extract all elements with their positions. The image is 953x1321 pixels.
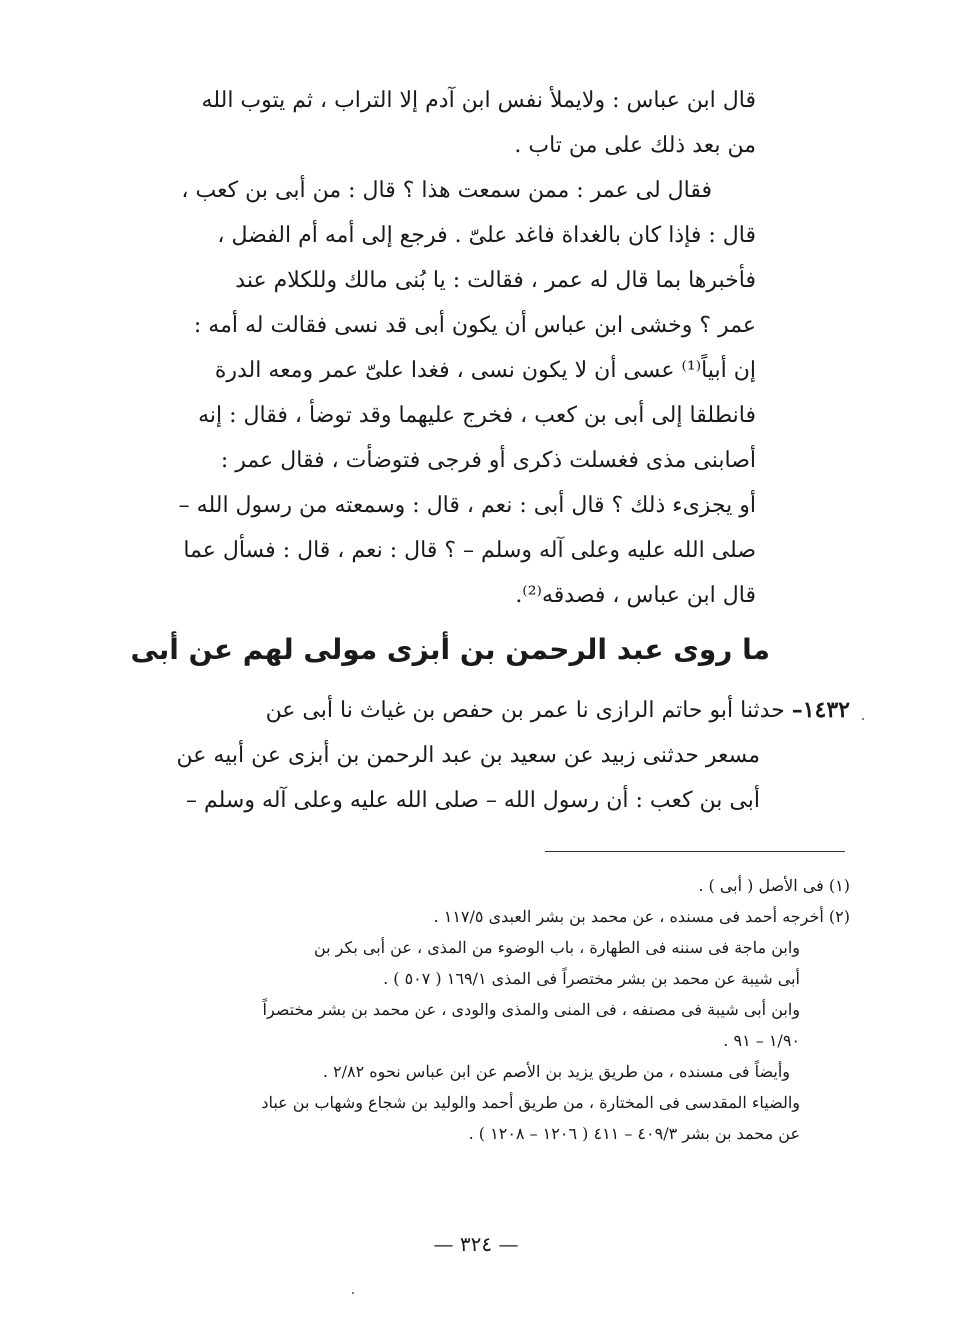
hadith-number: ١٤٣٢– [791, 697, 850, 723]
footnote-line: وابن أبى شيبة فى مصنفه ، فى المنى والمذى والودى ، عن محمد بن بشر مختصراً [262, 1000, 800, 1019]
body-line: أصابنى مذى فغسلت ذكرى أو فرجى فتوضأت ، فقال عمر : [220, 448, 756, 473]
footnote-line: (٢) أخرجه أحمد فى مسنده ، عن محمد بن بشر العبدى ١١٧/٥ . [433, 907, 850, 926]
body-line: من بعد ذلك على من تاب . [514, 133, 756, 158]
section-heading: ما روى عبد الرحمن بن أبزى مولى لهم عن أبى [130, 633, 770, 666]
body-line: قال ابن عباس : ولايملأ نفس ابن آدم إلا التراب ، ثم يتوب الله [201, 88, 756, 113]
body-line: فانطلقا إلى أبى بن كعب ، فخرج عليهما وقد توضأ ، فقال : إنه [198, 403, 756, 428]
body-line: قال : فإذا كان بالغداة فاغد علىّ . فرجع إلى أمه أم الفضل ، [217, 223, 756, 248]
hadith-line: مسعر حدثنى زبيد عن سعيد بن عبد الرحمن بن أبزى عن أبيه عن [176, 743, 760, 768]
body-line: أو يجزىء ذلك ؟ قال أبى : نعم ، قال : وسمعته من رسول الله – [178, 493, 756, 518]
hadith-first-line [150, 688, 850, 733]
hadith-line: أبى بن كعب : أن رسول الله – صلى الله عليه وعلى آله وسلم – [185, 788, 760, 813]
body-line: قال ابن عباس ، فصدقه⁽²⁾. [515, 583, 756, 608]
body-line: فقال لى عمر : ممن سمعت هذا ؟ قال : من أبى بن كعب ، [181, 178, 712, 203]
footnote-line: عن محمد بن بشر ٤٠٩/٣ – ٤١١ ( ١٢٠٦ – ١٢٠٨ ) . [468, 1124, 800, 1143]
scan-speck [862, 718, 864, 720]
footnote-line: وابن ماجة فى سننه فى الطهارة ، باب الوضوء من المذى ، عن أبى بكر بن [313, 938, 800, 957]
page-number: — ٣٢٤ — [433, 1232, 519, 1256]
footnote-line: والضياء المقدسى فى المختارة ، من طريق أحمد والوليد بن شجاع وشهاب بن عباد [261, 1093, 800, 1112]
footnote-line: وأيضاً فى مسنده ، من طريق يزيد بن الأصم عن ابن عباس نحوه ٢/٨٢ . [322, 1062, 790, 1081]
footnote-separator [545, 851, 845, 852]
footnotes-block [150, 870, 850, 1149]
footnote-line: أبى شيبة عن محمد بن بشر مختصراً فى المذى ١٦٩/١ ( ٥٠٧ ) . [383, 969, 800, 988]
body-line: عمر ؟ وخشى ابن عباس أن يكون أبى قد نسى فقالت له أمه : [193, 313, 756, 338]
main-text-block [150, 78, 756, 618]
body-line: صلى الله عليه وعلى آله وسلم – ؟ قال : نعم ، قال : فسأل عما [183, 538, 756, 563]
hadith-line: حدثنا أبو حاتم الرازى نا عمر بن حفص بن غياث نا أبى عن [265, 698, 785, 723]
body-line: إن أبياً⁽¹⁾ عسى أن لا يكون نسى ، فغدا علىّ عمر ومعه الدرة [214, 358, 756, 383]
footnote-line: ١/٩٠ – ٩١ . [723, 1031, 800, 1050]
footnote-line: (١) فى الأصل ( أبى ) . [698, 876, 850, 895]
body-line: فأخبرها بما قال له عمر ، فقالت : يا بُنى مالك وللكلام عند [235, 268, 756, 293]
scan-speck [352, 1292, 354, 1294]
hadith-block [150, 688, 850, 823]
